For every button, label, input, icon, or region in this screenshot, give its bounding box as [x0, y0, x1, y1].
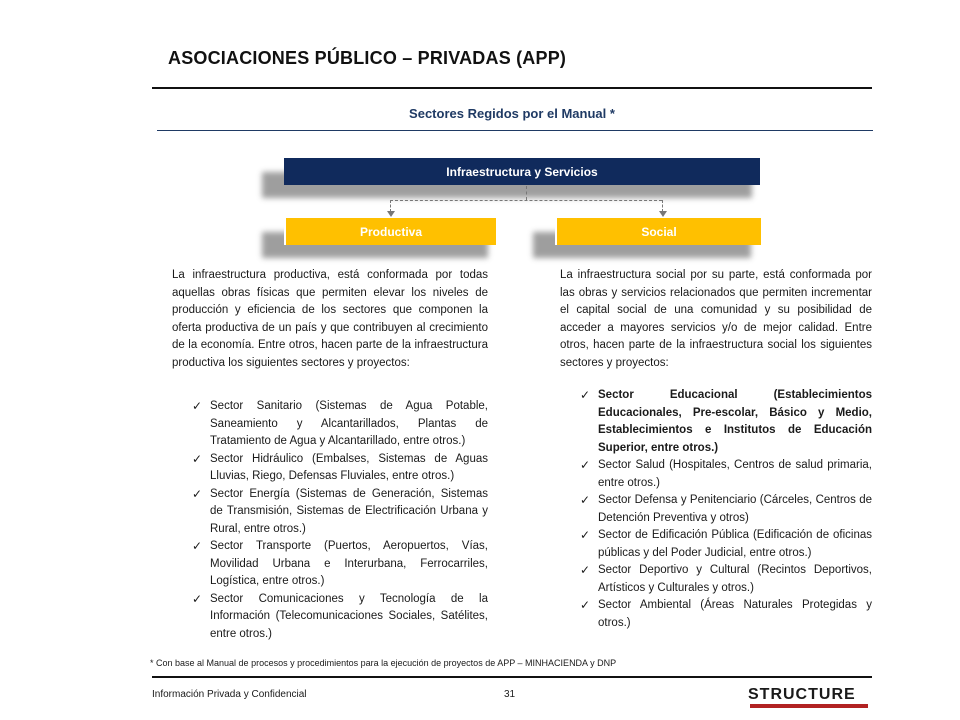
list-item-text: Sector Defensa y Penitenciario (Cárceles, Centros de Detención Preventiva y otros): [598, 494, 872, 524]
social-sector-list: [580, 387, 872, 632]
title-rule: [152, 87, 872, 89]
checkmark-icon: ✓: [580, 598, 591, 612]
checkmark-icon: ✓: [580, 493, 591, 507]
list-item-text: Sector Deportivo y Cultural (Recintos Deportivos, Artísticos y Culturales y otros.): [598, 564, 872, 594]
footer-rule: [152, 676, 872, 678]
productiva-description: La infraestructura productiva, está conformada por todas aquellas obras físicas que permiten elevar los niveles de producción y eficiencia de los sectores que componen la oferta productiva de un país y que contribuyen al crecimiento de la economía. Entre otros, hacen parte de la infraestructura productiva los siguientes sectores y proyectos:: [172, 269, 488, 369]
social-label: Social: [641, 224, 677, 239]
confidential-label: Información Privada y Confidencial: [152, 689, 307, 700]
subtitle-rule: [157, 130, 873, 131]
checkmark-icon: ✓: [580, 563, 591, 577]
page-title: ASOCIACIONES PÚBLICO – PRIVADAS (APP): [168, 48, 567, 68]
connector-bar: [390, 200, 662, 201]
checkmark-icon: ✓: [580, 458, 591, 472]
list-item: [580, 492, 872, 527]
root-box: [284, 158, 760, 185]
list-item: [580, 457, 872, 492]
list-item-text: Sector Salud (Hospitales, Centros de salud primaria, entre otros.): [598, 459, 872, 489]
list-item-text: Sector Hidráulico (Embalses, Sistemas de Aguas Lluvias, Riego, Defensas Fluviales, entre otros.): [210, 452, 488, 482]
section-subtitle: Sectores Regidos por el Manual *: [409, 106, 615, 121]
productiva-label: Productiva: [359, 224, 422, 239]
list-item-text: Sector Educacional (Establecimientos Educacionales, Pre-escolar, Básico y Medio, Establecimientos e Institutos de Educación Superior, entre otros.): [598, 389, 872, 454]
list-item: [192, 486, 488, 539]
list-item: [580, 527, 872, 562]
list-item: [580, 387, 872, 457]
page-number: 31: [504, 689, 516, 700]
checkmark-icon: ✓: [192, 539, 203, 553]
arrow-down-icon: [387, 211, 395, 217]
structure-logo: STRUCTURE: [748, 686, 856, 703]
checkmark-icon: ✓: [580, 388, 591, 402]
checkmark-icon: ✓: [192, 486, 203, 501]
checkmark-icon: ✓: [580, 528, 591, 542]
productiva-sector-list: [192, 398, 488, 643]
checkmark-icon: ✓: [192, 399, 203, 413]
footnote: * Con base al Manual de procesos y procedimientos para la ejecución de proyectos de APP – MINHACIENDA y DNP: [150, 658, 617, 668]
list-item-text: Sector Ambiental (Áreas Naturales Protegidas y otros.): [598, 599, 872, 629]
logo-underline: [750, 704, 868, 708]
checkmark-icon: ✓: [192, 451, 203, 466]
social-description: La infraestructura social por su parte, está conformada por las obras y servicios relacionados que permiten incrementar el capital social de una comunidad y su posibilidad de acceder a mayores servicios y/o de mejor calidad. Entre otros, hacen parte de la infraestructura social los siguientes sectores y proyectos:: [560, 269, 872, 369]
list-item: [192, 538, 488, 591]
list-item-text: Sector Sanitario (Sistemas de Agua Potable, Saneamiento y Alcantarillados, Plantas de Tratamiento de Agua y Alcantarillado, entre otros.): [210, 400, 488, 447]
social-box: [555, 218, 761, 245]
list-item: [192, 451, 488, 486]
productiva-box: [284, 218, 496, 245]
checkmark-icon: ✓: [192, 591, 203, 606]
list-item: [580, 597, 872, 632]
arrow-down-icon: [659, 211, 667, 217]
list-item: [580, 562, 872, 597]
list-item: [192, 591, 488, 644]
list-item-text: Sector Transporte (Puertos, Aeropuertos, Vías, Movilidad Urbana e Interurbana, Ferrocarriles, Logística, entre otros.): [210, 540, 488, 587]
root-box-label: Infraestructura y Servicios: [446, 164, 598, 179]
list-item-text: Sector Energía (Sistemas de Generación, Sistemas de Transmisión, Sistemas de Electrificación Urbana y Rural, entre otros.): [210, 487, 488, 535]
list-item-text: Sector Comunicaciones y Tecnología de la Información (Telecomunicaciones Sociales, Satélites, entre otros.): [210, 592, 488, 640]
list-item-text: Sector de Edificación Pública (Edificación de oficinas públicas y del Poder Judicial, entre otros.): [598, 529, 872, 559]
list-item: [192, 398, 488, 451]
connector-stem: [526, 186, 527, 200]
